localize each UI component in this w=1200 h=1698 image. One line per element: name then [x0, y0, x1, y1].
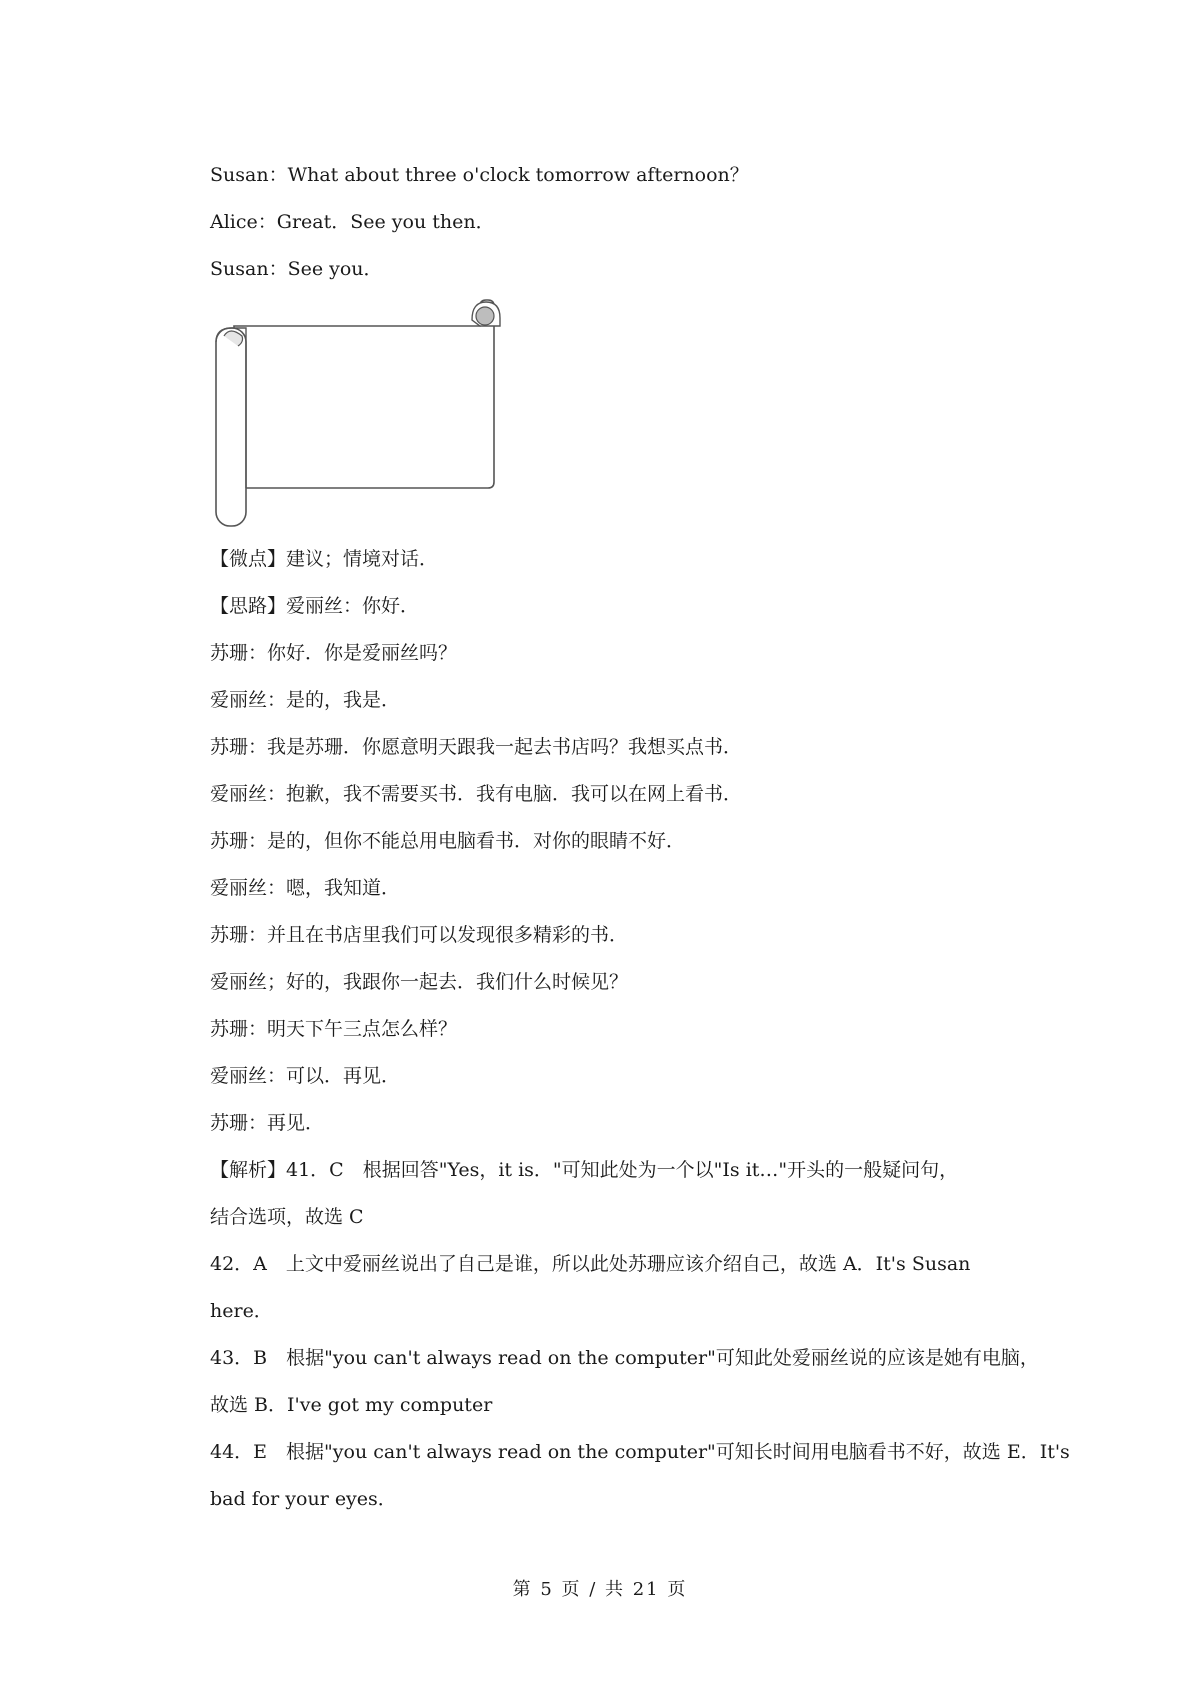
analysis-line: 44．E 根据"you can't always read on the computer"可知长时间用电脑看书不好，故选 E．It's [210, 1441, 1070, 1463]
answer-line: 苏珊：你好．你是爱丽丝吗？ [210, 642, 458, 664]
answer-line: 爱丽丝：是的，我是． [210, 689, 401, 711]
analysis-line: bad for your eyes． [210, 1488, 397, 1510]
analysis-line: 【解析】41．C 根据回答"Yes，it is．"可知此处为一个以"Is it…"开头的一般疑问句， [210, 1159, 959, 1181]
answer-line: 【思路】爱丽丝：你好． [210, 595, 420, 617]
analysis-line: 43．B 根据"you can't always read on the computer"可知此处爱丽丝说的应该是她有电脑， [210, 1347, 1039, 1369]
answer-line: 苏珊：明天下午三点怎么样？ [210, 1018, 458, 1040]
answer-line: 苏珊：再见． [210, 1112, 325, 1134]
answer-line: 爱丽丝：嗯，我知道． [210, 877, 401, 899]
dialogue-line: Susan：See you． [210, 258, 383, 280]
answer-line: 爱丽丝：抱歉，我不需要买书．我有电脑．我可以在网上看书． [210, 783, 743, 805]
answer-line: 爱丽丝：可以．再见． [210, 1065, 401, 1087]
scroll-illustration [210, 298, 530, 530]
answer-line: 苏珊：我是苏珊．你愿意明天跟我一起去书店吗？我想买点书． [210, 736, 743, 758]
analysis-line: 结合选项，故选 C [210, 1206, 364, 1228]
answer-line: 苏珊：是的，但你不能总用电脑看书．对你的眼睛不好． [210, 830, 686, 852]
answer-line: 【微点】建议；情境对话． [210, 548, 439, 570]
dialogue-line: Alice：Great．See you then． [210, 211, 495, 233]
page-footer: 第 5 页 / 共 21 页 [512, 1579, 688, 1600]
analysis-line: 42．A 上文中爱丽丝说出了自己是谁，所以此处苏珊应该介绍自己，故选 A．It's Susan [210, 1253, 971, 1275]
analysis-line: here． [210, 1300, 273, 1322]
page-content [210, 152, 1070, 1523]
answer-line: 爱丽丝；好的，我跟你一起去．我们什么时候见？ [210, 971, 629, 993]
dialogue-line: Susan：What about three o'clock tomorrow afternoon？ [210, 164, 749, 186]
answer-line: 苏珊：并且在书店里我们可以发现很多精彩的书． [210, 924, 629, 946]
scroll-icon [210, 298, 530, 530]
analysis-line: 故选 B．I've got my computer [210, 1394, 493, 1416]
